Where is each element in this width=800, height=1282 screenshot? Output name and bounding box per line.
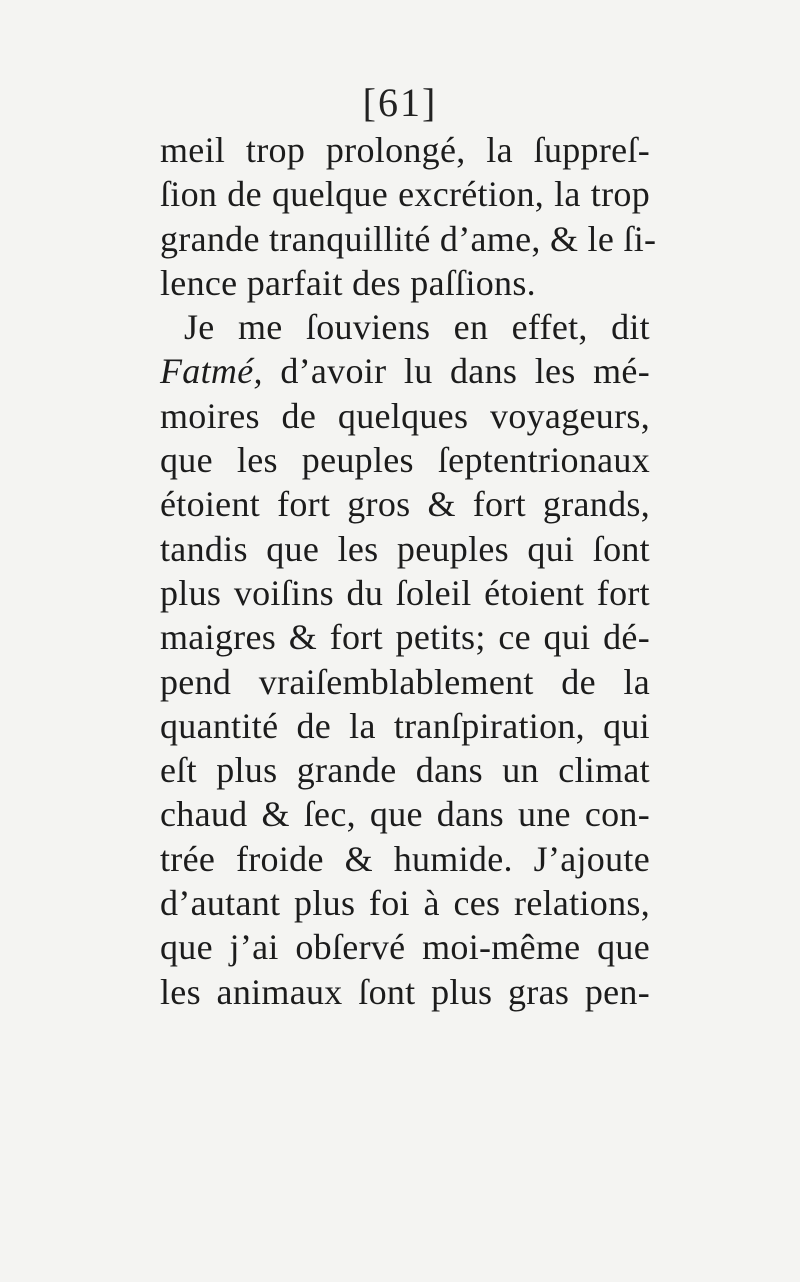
text-line: lence parfait des paſſions. [160, 262, 536, 303]
text-line: les animaux ſont plus gras pen- [160, 971, 650, 1012]
text-line: quantité de la tranſpiration, qui [160, 705, 650, 746]
text-line: d’autant plus foi à ces relations, [160, 883, 650, 924]
page-number: [61] [362, 80, 438, 125]
text-line: que les peuples ſeptentrionaux [160, 440, 650, 481]
text-line: maigres & fort petits; ce qui dé- [160, 617, 650, 658]
text-line: étoient fort gros & fort grands, [160, 484, 650, 525]
italic-name: Fatmé, [160, 351, 263, 392]
text-line: que j’ai obſervé moi-même que [160, 927, 650, 968]
paragraph-2 [160, 305, 650, 1014]
text-line: Je me ſouviens en effet, dit [184, 307, 650, 348]
text-line: grande tranquillité d’ame, & le ſi- [160, 218, 657, 259]
text-line: chaud & ſec, que dans une con- [160, 794, 650, 835]
text-line: ſion de quelque excrétion, la trop [160, 174, 650, 215]
text-line: eſt plus grande dans un climat [160, 750, 650, 791]
text-line-with-name [160, 349, 650, 393]
text-line: tandis que les peuples qui ſont [160, 528, 650, 569]
paragraph-1 [160, 128, 657, 305]
text-line: pend vraiſemblablement de la [160, 661, 650, 702]
text-line: trée froide & humide. J’ajoute [160, 838, 650, 879]
text-line: meil trop prolongé, la ſuppreſ- [160, 130, 650, 170]
text-line: moires de quelques voyageurs, [160, 395, 650, 436]
text-line: plus voiſins du ſoleil étoient fort [160, 572, 650, 613]
text-line-rest: d’avoir lu dans les mé- [280, 351, 650, 392]
body-text [160, 128, 657, 1014]
